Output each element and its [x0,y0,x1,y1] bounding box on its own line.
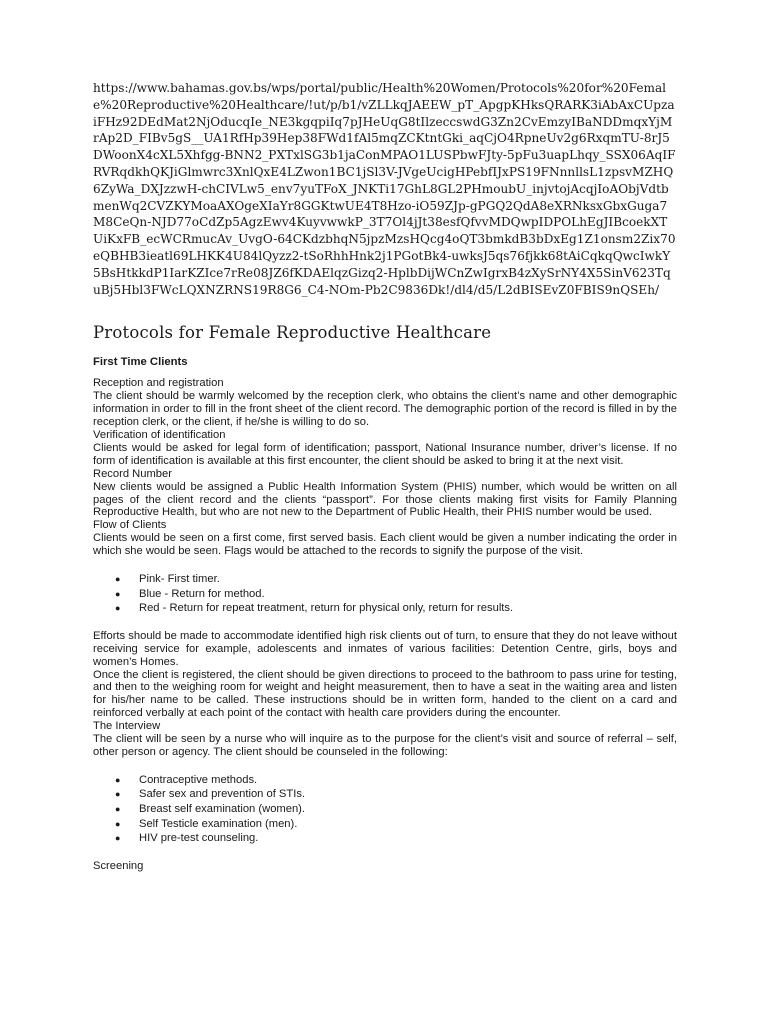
reception-section [93,377,677,558]
list-item: ● Contraceptive methods. [115,773,258,786]
interview-paragraph: The client will be seen by a nurse who will inquire as to the purpose for the client’s visit and source of referral – self, other person or agency. The client should be counseled in the following: [93,733,677,758]
reception-paragraph: The client should be warmly welcomed by the reception clerk, who obtains the client’s name and other demographic information in order to fill in the front sheet of the client record. The demographic portion of the record is filled in by the reception clerk, or the client, if he/she is willing to do so. [93,390,677,429]
list-item: ● Safer sex and prevention of STIs. [115,788,306,801]
bullet-icon: ● [115,574,121,585]
list-item: ● Red - Return for repeat treatment, return for physical only, return for results. [115,602,514,615]
list-item: ● Blue - Return for method. [115,587,265,600]
record-number-paragraph: New clients would be assigned a Public Health Information System (PHIS) number, which would be written on all pages of the client record and the clients “passport”. For those clients making first visits for Family Planning Reproductive Health, but who are not new to the Department of Public Health, their PHIS number would be used. [93,480,677,519]
flag-list [93,572,677,616]
list-item: ● Pink- First timer. [115,573,220,586]
section-heading-first-time-clients: First Time Clients [93,356,188,369]
flow-heading: Flow of Clients [93,519,167,532]
efforts-paragraph: Efforts should be made to accommodate identified high risk clients out of turn, to ensure that they do not leave without receiving service for example, adolescents and inmates of various facilities: Detention Centre, girls, boys and women’s Homes. [93,629,677,668]
bullet-icon: ● [115,588,121,599]
bullet-icon: ● [115,818,121,829]
bullet-icon: ● [115,804,121,815]
list-item: ● HIV pre-test counseling. [115,832,259,845]
list-item: ● Self Testicle examination (men). [115,817,298,830]
interview-heading: The Interview [93,720,161,733]
registered-paragraph: Once the client is registered, the client should be given directions to proceed to the bathroom to pass urine for testing, and then to the weighing room for weight and height measurement, then to have a seat in the waiting area and listen for his/her name to be called. These instructions should be in written form, handed to the client on a card and reinforced verbally at each point of the contact with health care providers during the encounter. [93,668,677,720]
document-page [93,80,677,873]
bullet-icon: ● [115,833,121,844]
verification-heading: Verification of identification [93,428,226,441]
document-title: Protocols for Female Reproductive Healthcare [93,323,492,343]
record-number-heading: Record Number [93,467,172,480]
list-item: ● Breast self examination (women). [115,803,306,816]
source-url[interactable]: https://www.bahamas.gov.bs/wps/portal/public/Health%20Women/Protocols%20for%20Female%20Reproductive%20Healthcare/!ut/p/b1/vZLLkqJAEEW_pT_ApgpKHksQRARK3iAbAxCUpzaiFHz92DEdMat2NjOducqIe_NE3kgqpiIq7pJHeUqG8tIlzeccswdG3Zn2CvEmzyIBaNDDmqxYjMrAp2D_FIBv5gS__UA1RfHp39Hep38FWd1fAl5mqZCKtntGki_aqCjO4RpneUv2g6RxqmTU-8rJ5DWoonX4cXL5Xhfgg-BNN2_PXTxlSG3b1jaConMPAO1LUSPbwFJty-5pFu3uapLhqy_SSX06AqIFRVRqdkhQKJiGlmwrc3XnlQxE4LZwon1BC1jSl3V-JVgeUcigHPebfIJxPS19FNnnllsL1zpsvMZHQ6ZyWa_DXJzzwH-chCIVLw5_env7yuTFoX_JNKTi17GhL8GL2PHmoubU_injvtojAcqjIoAObjVdtbmenWq2CVZKYMoaAXOgeXIaYr8GGKtwUE4T8Hzo-iO59ZJp-gPGQ2QdA8eXRNksxGbxGuga7M8CeQn-NJD77oCdZp5AgzEwv4KuyvwwkP_3T7Ol4jJt38esfQfvvMDQwpIDPOLhEgJIBcoekXTUiKxFB_ecWCRmucAv_UvgO-64CKdzbhqN5jpzMzsHQcg4oQT3bmkdB3bDxEg1Z1onsm2Zix70eQBHB3ieatl69LHKK4U84lQyzz2-tSoRhhHnk2j1PGotBk4-uwksJ5qs76fjkk68tAiCqkqQwcIwkY5BsHtkkdP1IarKZIce7rRe08JZ6fKDAElqzGizq2-HplbDijWCnZwIgrxB4zXySrNY4X5SinV623TquBj5Hbl3FWcLQXNZRNS19R8G6_C4-NOm-Pb2C9836Dk!/dl4/d5/L2dBISEvZ0FBIS9nQSEh/ [93,81,676,297]
flow-paragraph: Clients would be seen on a first come, first served basis. Each client would be given a number indicating the order in which she would be seen. Flags would be attached to the records to signify the purpose of the visit. [93,532,677,558]
counsel-list [93,773,677,846]
efforts-section [93,630,677,759]
verification-paragraph: Clients would be asked for legal form of identification; passport, National Insurance number, driver’s license. If no form of identification is available at this first encounter, the client should be asked to bring it at the next visit. [93,441,677,467]
bullet-icon: ● [115,774,121,785]
reception-heading: Reception and registration [93,377,224,390]
screening-heading: Screening [93,859,144,872]
bullet-icon: ● [115,603,121,614]
bullet-icon: ● [115,789,121,800]
